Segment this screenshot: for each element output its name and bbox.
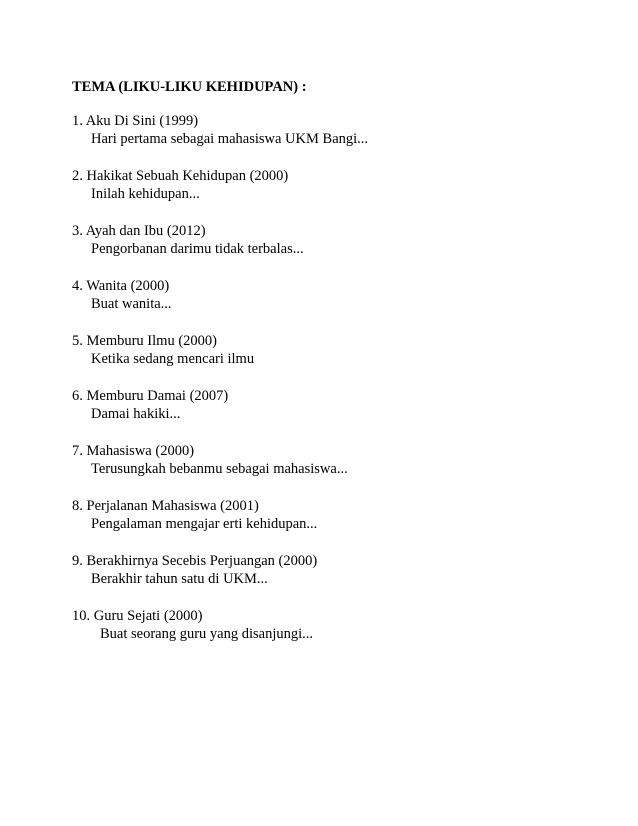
- entry-description: Pengalaman mengajar erti kehidupan...: [91, 516, 318, 532]
- document-page: [72, 78, 612, 662]
- list-item: [72, 607, 612, 643]
- entry-title: 1. Aku Di Sini (1999): [72, 113, 199, 129]
- entry-description: Damai hakiki...: [91, 406, 181, 422]
- list-item: [72, 442, 612, 478]
- entry-title: 7. Mahasiswa (2000): [72, 443, 195, 459]
- entry-description: Terusungkah bebanmu sebagai mahasiswa...: [91, 461, 348, 477]
- entry-description: Hari pertama sebagai mahasiswa UKM Bangi...: [91, 131, 369, 147]
- entry-description: Buat seorang guru yang disanjungi...: [100, 626, 314, 642]
- entry-title: 3. Ayah dan Ibu (2012): [72, 223, 206, 239]
- entry-title: 6. Memburu Damai (2007): [72, 388, 229, 404]
- entry-title: 9. Berakhirnya Secebis Perjuangan (2000): [72, 553, 318, 569]
- list-item: [72, 387, 612, 423]
- list-item: [72, 277, 612, 313]
- entry-title: 2. Hakikat Sebuah Kehidupan (2000): [72, 168, 289, 184]
- entry-title: 8. Perjalanan Mahasiswa (2001): [72, 498, 259, 514]
- list-item: [72, 112, 612, 148]
- list-item: [72, 552, 612, 588]
- entry-description: Inilah kehidupan...: [91, 186, 200, 202]
- entry-title: 5. Memburu Ilmu (2000): [72, 333, 217, 349]
- entry-description: Buat wanita...: [91, 296, 172, 312]
- list-item: [72, 497, 612, 533]
- entry-description: Pengorbanan darimu tidak terbalas...: [91, 241, 304, 257]
- entry-description: Berakhir tahun satu di UKM...: [91, 571, 268, 587]
- list-item: [72, 332, 612, 368]
- list-item: [72, 167, 612, 203]
- list-item: [72, 222, 612, 258]
- entry-title: 4. Wanita (2000): [72, 278, 170, 294]
- entry-list: [72, 112, 612, 643]
- document-heading: TEMA (LIKU-LIKU KEHIDUPAN) :: [72, 79, 307, 95]
- entry-title: 10. Guru Sejati (2000): [72, 608, 203, 624]
- entry-description: Ketika sedang mencari ilmu: [91, 351, 255, 367]
